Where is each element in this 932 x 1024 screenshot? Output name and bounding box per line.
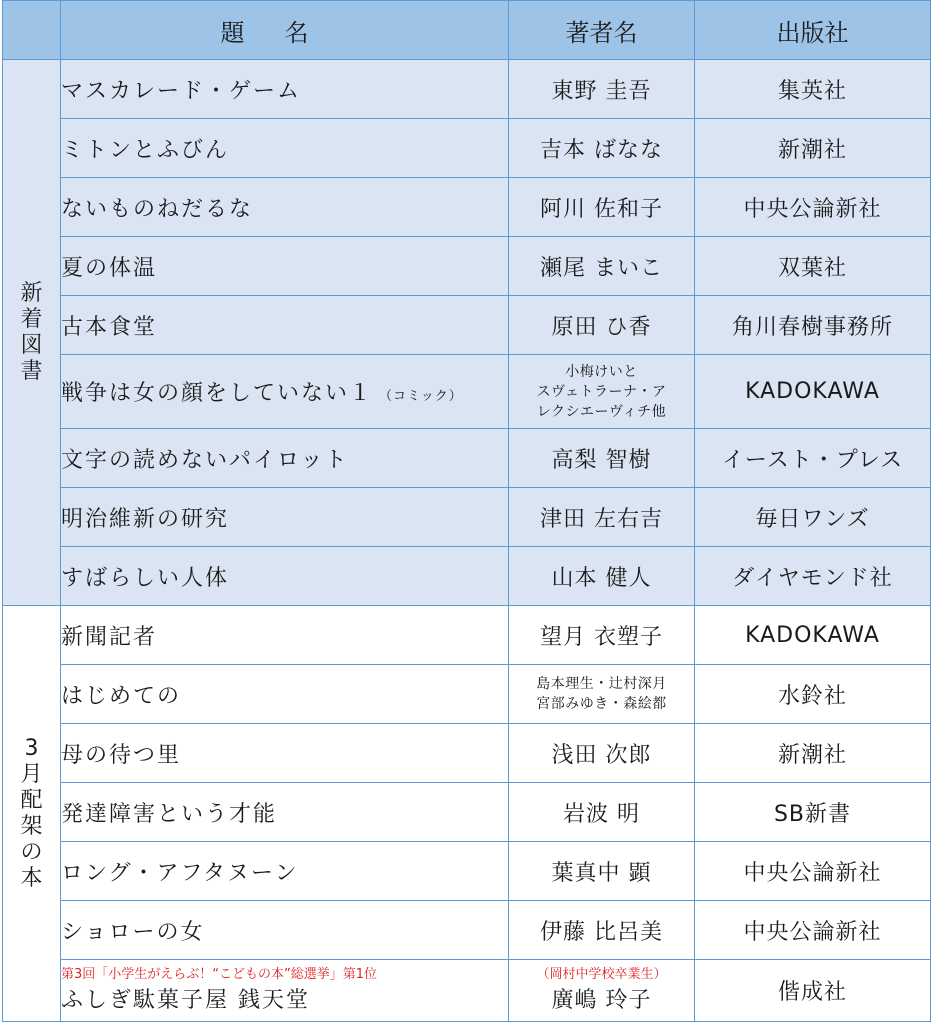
table-row bbox=[3, 960, 931, 1022]
table-row bbox=[3, 178, 931, 237]
book-title: ないものねだるな bbox=[61, 178, 509, 237]
book-title: ショローの女 bbox=[61, 901, 509, 960]
table-row bbox=[3, 606, 931, 665]
award-note: 第3回「小学生がえらぶ！“こどもの本”総選挙」第1位 bbox=[61, 967, 378, 982]
book-publisher: 毎日ワンズ bbox=[695, 488, 931, 547]
table-row bbox=[3, 842, 931, 901]
table-row bbox=[3, 724, 931, 783]
book-publisher: 新潮社 bbox=[695, 119, 931, 178]
book-author: 島本理生・辻村深月 宮部みゆき・森絵都 bbox=[509, 665, 695, 724]
book-title: 母の待つ里 bbox=[61, 724, 509, 783]
header-corner bbox=[3, 1, 61, 60]
book-publisher: 偕成社 bbox=[695, 960, 931, 1022]
book-title: 発達障害という才能 bbox=[61, 783, 509, 842]
book-publisher: SB新書 bbox=[695, 783, 931, 842]
book-publisher: 中央公論新社 bbox=[695, 842, 931, 901]
book-title: マスカレード・ゲーム bbox=[61, 60, 509, 119]
book-title: 第3回「小学生がえらぶ！“こどもの本”総選挙」第1位 ふしぎ駄菓子屋 銭天堂 bbox=[61, 960, 509, 1022]
book-author: 小梅けいと スヴェトラーナ・ア レクシエーヴィチ他 bbox=[509, 355, 695, 429]
table-row bbox=[3, 547, 931, 606]
book-author: 吉本 ばなな bbox=[509, 119, 695, 178]
table-row bbox=[3, 296, 931, 355]
book-title: はじめての bbox=[61, 665, 509, 724]
book-list-table bbox=[2, 0, 931, 1022]
book-author: 望月 衣塑子 bbox=[509, 606, 695, 665]
book-publisher: 中央公論新社 bbox=[695, 178, 931, 237]
book-author: 岩波 明 bbox=[509, 783, 695, 842]
table-row bbox=[3, 355, 931, 429]
group-label-new-books: 新 着 図 書 bbox=[3, 60, 61, 606]
table-row bbox=[3, 901, 931, 960]
book-publisher: KADOKAWA bbox=[695, 606, 931, 665]
table-row bbox=[3, 488, 931, 547]
book-publisher: 新潮社 bbox=[695, 724, 931, 783]
book-publisher: 中央公論新社 bbox=[695, 901, 931, 960]
book-publisher: 水鈴社 bbox=[695, 665, 931, 724]
header-row bbox=[3, 1, 931, 60]
table-row bbox=[3, 783, 931, 842]
book-publisher: 集英社 bbox=[695, 60, 931, 119]
book-title-extra: （コミック） bbox=[379, 389, 463, 404]
table-row bbox=[3, 665, 931, 724]
book-author: 伊藤 比呂美 bbox=[509, 901, 695, 960]
book-author: 浅田 次郎 bbox=[509, 724, 695, 783]
table-row bbox=[3, 119, 931, 178]
header-publisher: 出版社 bbox=[695, 1, 931, 60]
book-author: 東野 圭吾 bbox=[509, 60, 695, 119]
book-author: 高梨 智樹 bbox=[509, 429, 695, 488]
book-author: 原田 ひ香 bbox=[509, 296, 695, 355]
book-author: 津田 左右吉 bbox=[509, 488, 695, 547]
header-title: 題名 bbox=[61, 1, 509, 60]
book-publisher: 角川春樹事務所 bbox=[695, 296, 931, 355]
book-title: 文字の読めないパイロット bbox=[61, 429, 509, 488]
book-title: ロング・アフタヌーン bbox=[61, 842, 509, 901]
book-publisher: イースト・プレス bbox=[695, 429, 931, 488]
group-label-march: 3 月 配 架 の 本 bbox=[3, 606, 61, 1022]
book-title: 新聞記者 bbox=[61, 606, 509, 665]
book-author: 山本 健人 bbox=[509, 547, 695, 606]
book-author: 阿川 佐和子 bbox=[509, 178, 695, 237]
book-title: 古本食堂 bbox=[61, 296, 509, 355]
book-publisher: KADOKAWA bbox=[695, 355, 931, 429]
header-author: 著者名 bbox=[509, 1, 695, 60]
book-title: 明治維新の研究 bbox=[61, 488, 509, 547]
book-author: （岡村中学校卒業生） 廣嶋 玲子 bbox=[509, 960, 695, 1022]
book-title: すばらしい人体 bbox=[61, 547, 509, 606]
table-row bbox=[3, 60, 931, 119]
table-row bbox=[3, 429, 931, 488]
author-note: （岡村中学校卒業生） bbox=[536, 967, 667, 982]
book-title: 戦争は女の顔をしていない１ （コミック） bbox=[61, 355, 509, 429]
book-publisher: 双葉社 bbox=[695, 237, 931, 296]
book-title: 夏の体温 bbox=[61, 237, 509, 296]
book-author: 葉真中 顕 bbox=[509, 842, 695, 901]
book-title: ミトンとふびん bbox=[61, 119, 509, 178]
table-row bbox=[3, 237, 931, 296]
book-publisher: ダイヤモンド社 bbox=[695, 547, 931, 606]
book-author: 瀬尾 まいこ bbox=[509, 237, 695, 296]
